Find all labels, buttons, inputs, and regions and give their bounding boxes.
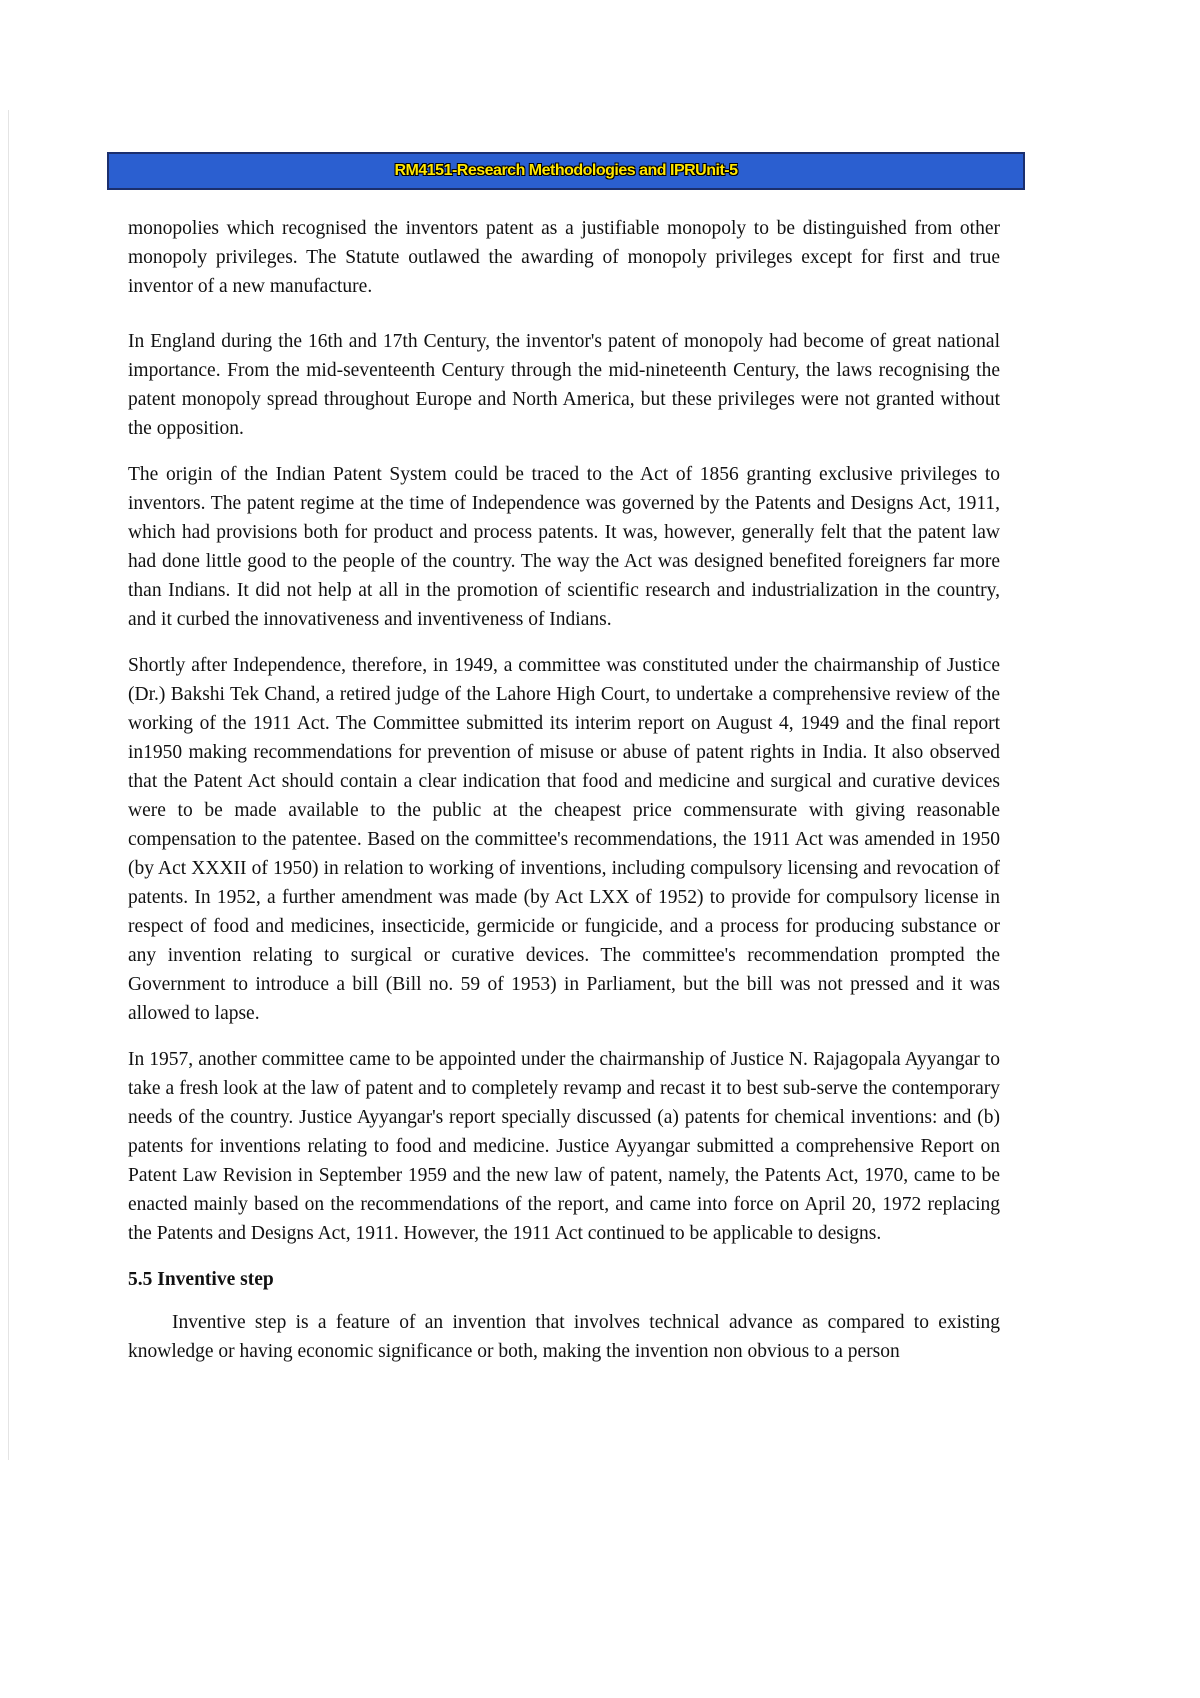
- paragraph: In England during the 16th and 17th Century, the inventor's patent of monopoly had become of great national importance. From the mid-seventeenth Century through the mid-nineteenth Century, the laws recognising the patent monopoly spread throughout Europe and North America, but these privileges were not granted without the opposition.: [128, 331, 1000, 439]
- section-heading: 5.5 Inventive step: [128, 1269, 274, 1290]
- page-header-banner: [107, 152, 1025, 190]
- paragraph: Shortly after Independence, therefore, in 1949, a committee was constituted under the chairmanship of Justice (Dr.) Bakshi Tek Chand, a retired judge of the Lahore High Court, to undertake a comprehensive review of the working of the 1911 Act. The Committee submitted its interim report on August 4, 1949 and the final report in1950 making recommendations for prevention of misuse or abuse of patent rights in India. It also observed that the Patent Act should contain a clear indication that food and medicine and surgical and curative devices were to be made available to the public at the cheapest price commensurate with giving reasonable compensation to the patentee. Based on the committee's recommendations, the 1911 Act was amended in 1950 (by Act XXXII of 1950) in relation to working of inventions, including compulsory licensing and revocation of patents. In 1952, a further amendment was made (by Act LXX of 1952) to provide for compulsory license in respect of food and medicines, insecticide, germicide or fungicide, and a process for producing substance or any invention relating to surgical or curative devices. The committee's recommendation prompted the Government to introduce a bill (Bill no. 59 of 1953) in Parliament, but the bill was not pressed and it was allowed to lapse.: [128, 655, 1000, 1024]
- header-title: RM4151-Research Methodologies and IPRUnit-5: [394, 162, 738, 179]
- document-body: [128, 214, 1000, 1383]
- page-edge-line: [8, 110, 9, 1460]
- paragraph: Inventive step is a feature of an invention that involves technical advance as compared to existing knowledge or having economic significance or both, making the invention non obvious to a person: [128, 1312, 1000, 1362]
- paragraph: In 1957, another committee came to be appointed under the chairmanship of Justice N. Rajagopala Ayyangar to take a fresh look at the law of patent and to completely revamp and recast it to best sub-serve the contemporary needs of the country. Justice Ayyangar's report specially discussed (a) patents for chemical inventions: and (b) patents for inventions relating to food and medicine. Justice Ayyangar submitted a comprehensive Report on Patent Law Revision in September 1959 and the new law of patent, namely, the Patents Act, 1970, came to be enacted mainly based on the recommendations of the report, and came into force on April 20, 1972 replacing the Patents and Designs Act, 1911. However, the 1911 Act continued to be applicable to designs.: [128, 1049, 1000, 1244]
- paragraph: monopolies which recognised the inventors patent as a justifiable monopoly to be distinguished from other monopoly privileges. The Statute outlawed the awarding of monopoly privileges except for first and true inventor of a new manufacture.: [128, 218, 1000, 297]
- paragraph: The origin of the Indian Patent System could be traced to the Act of 1856 granting exclusive privileges to inventors. The patent regime at the time of Independence was governed by the Patents and Designs Act, 1911, which had provisions both for product and process patents. It was, however, generally felt that the patent law had done little good to the people of the country. The way the Act was designed benefited foreigners far more than Indians. It did not help at all in the promotion of scientific research and industrialization in the country, and it curbed the innovativeness and inventiveness of Indians.: [128, 464, 1000, 630]
